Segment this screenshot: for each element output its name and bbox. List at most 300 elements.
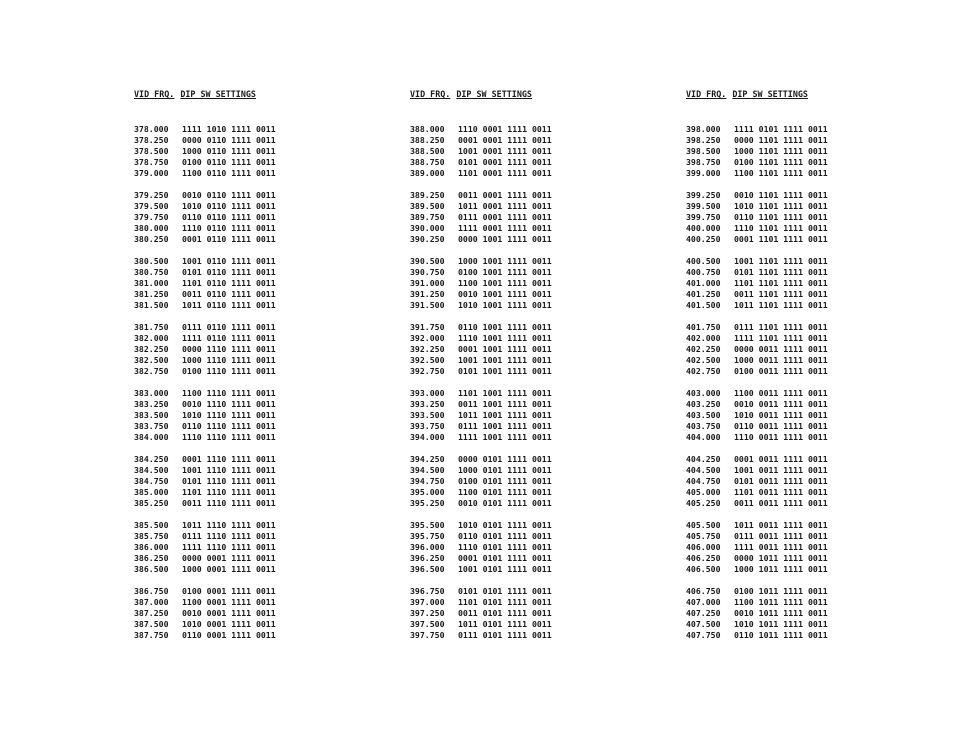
table-row: [410, 366, 650, 377]
table-row: [686, 399, 926, 410]
vid-frequency: 392.750: [410, 366, 445, 376]
vid-frequency: 391.750: [410, 322, 445, 332]
dip-switch-setting: 0110 0110 1111 0011: [182, 212, 276, 222]
dip-switch-setting: 1111 0011 1111 0011: [734, 542, 828, 552]
dip-switch-setting: 0000 1001 1111 0011: [458, 234, 552, 244]
dip-switch-setting: 0101 1001 1111 0011: [458, 366, 552, 376]
row-group: [410, 124, 650, 190]
dip-switch-setting: 1100 1001 1111 0011: [458, 278, 552, 288]
vid-frequency: 389.500: [410, 201, 445, 211]
dip-switch-setting: 1100 0110 1111 0011: [182, 168, 276, 178]
vid-frequency: 381.000: [134, 278, 169, 288]
table-row: [686, 234, 926, 245]
table-row: [134, 223, 374, 234]
dip-switch-setting: 1110 1101 1111 0011: [734, 223, 828, 233]
vid-frequency: 393.000: [410, 388, 445, 398]
dip-switch-setting: 1111 1001 1111 0011: [458, 432, 552, 442]
vid-frequency: 397.750: [410, 630, 445, 640]
row-group: [134, 256, 374, 322]
dip-switch-setting: 1100 1011 1111 0011: [734, 597, 828, 607]
dip-sw-settings-label: DIP SW SETTINGS: [456, 89, 532, 99]
table-row: [134, 201, 374, 212]
table-row: [410, 553, 650, 564]
table-row: [686, 564, 926, 575]
table-row: [686, 586, 926, 597]
vid-frequency: 395.000: [410, 487, 445, 497]
vid-frequency: 403.250: [686, 399, 721, 409]
dip-switch-setting: 1000 1101 1111 0011: [734, 146, 828, 156]
vid-frq-label: VID FRQ.: [686, 89, 727, 99]
table-row: [410, 146, 650, 157]
vid-frequency: 394.000: [410, 432, 445, 442]
row-group: [410, 520, 650, 586]
dip-switch-setting: 1111 1010 1111 0011: [182, 124, 276, 134]
vid-frequency: 403.000: [686, 388, 721, 398]
table-row: [686, 542, 926, 553]
dip-switch-setting: 1100 0001 1111 0011: [182, 597, 276, 607]
table-row: [686, 553, 926, 564]
row-group: [686, 256, 926, 322]
dip-switch-setting: 0011 0101 1111 0011: [458, 608, 552, 618]
dip-switch-setting: 1000 0011 1111 0011: [734, 355, 828, 365]
table-row: [686, 157, 926, 168]
table-row: [134, 619, 374, 630]
row-groups: [410, 124, 650, 652]
table-row: [686, 597, 926, 608]
vid-frequency: 393.500: [410, 410, 445, 420]
dip-switch-setting: 0111 1101 1111 0011: [734, 322, 828, 332]
table-row: [134, 399, 374, 410]
vid-frequency: 384.000: [134, 432, 169, 442]
dip-switch-setting: 1000 0001 1111 0011: [182, 564, 276, 574]
vid-frequency: 406.750: [686, 586, 721, 596]
column-header: [134, 88, 374, 100]
table-row: [686, 278, 926, 289]
vid-frequency: 398.000: [686, 124, 721, 134]
table-row: [686, 300, 926, 311]
dip-switch-setting: 0001 1110 1111 0011: [182, 454, 276, 464]
dip-switch-setting: 1010 1011 1111 0011: [734, 619, 828, 629]
table-row: [134, 212, 374, 223]
dip-switch-setting: 0111 1001 1111 0011: [458, 421, 552, 431]
table-row: [410, 432, 650, 443]
dip-switch-setting: 1010 1110 1111 0011: [182, 410, 276, 420]
vid-frequency: 383.750: [134, 421, 169, 431]
table-row: [410, 157, 650, 168]
vid-frequency: 383.500: [134, 410, 169, 420]
vid-frequency: 382.000: [134, 333, 169, 343]
vid-frequency: 407.750: [686, 630, 721, 640]
vid-frequency: 392.250: [410, 344, 445, 354]
table-row: [134, 124, 374, 135]
vid-frequency: 378.250: [134, 135, 169, 145]
vid-frequency: 388.500: [410, 146, 445, 156]
dip-switch-setting: 0111 0011 1111 0011: [734, 531, 828, 541]
dip-switch-setting: 0000 0011 1111 0011: [734, 344, 828, 354]
dip-switch-setting: 0010 0011 1111 0011: [734, 399, 828, 409]
dip-switch-setting: 1001 0001 1111 0011: [458, 146, 552, 156]
dip-switch-setting: 0011 1001 1111 0011: [458, 399, 552, 409]
row-group: [686, 124, 926, 190]
dip-switch-setting: 1011 0110 1111 0011: [182, 300, 276, 310]
vid-frequency: 390.750: [410, 267, 445, 277]
table-row: [686, 454, 926, 465]
dip-switch-setting: 0001 0011 1111 0011: [734, 454, 828, 464]
table-row: [410, 344, 650, 355]
vid-frequency: 392.000: [410, 333, 445, 343]
dip-switch-setting: 1010 1101 1111 0011: [734, 201, 828, 211]
table-row: [134, 465, 374, 476]
vid-frequency: 402.500: [686, 355, 721, 365]
dip-switch-setting: 1100 1101 1111 0011: [734, 168, 828, 178]
vid-frequency: 391.500: [410, 300, 445, 310]
dip-sw-settings-label: DIP SW SETTINGS: [180, 89, 256, 99]
row-group: [134, 190, 374, 256]
dip-switch-setting: 1100 0011 1111 0011: [734, 388, 828, 398]
table-row: [410, 597, 650, 608]
dip-switch-setting: 0010 0110 1111 0011: [182, 190, 276, 200]
dip-switch-setting: 1011 1001 1111 0011: [458, 410, 552, 420]
table-row: [134, 454, 374, 465]
vid-frequency: 402.750: [686, 366, 721, 376]
table-row: [410, 542, 650, 553]
vid-frequency: 395.750: [410, 531, 445, 541]
vid-frequency: 397.500: [410, 619, 445, 629]
vid-frequency: 398.250: [686, 135, 721, 145]
vid-frequency: 386.500: [134, 564, 169, 574]
table-row: [686, 366, 926, 377]
dip-switch-setting: 0010 1011 1111 0011: [734, 608, 828, 618]
table-row: [134, 256, 374, 267]
vid-frequency: 391.250: [410, 289, 445, 299]
column-header: [686, 88, 926, 100]
vid-frequency: 386.250: [134, 553, 169, 563]
table-row: [686, 498, 926, 509]
table-row: [686, 322, 926, 333]
dip-switch-setting: 0101 0101 1111 0011: [458, 586, 552, 596]
table-column-1: [134, 88, 374, 640]
table-row: [134, 498, 374, 509]
vid-frequency: 384.500: [134, 465, 169, 475]
row-group: [686, 388, 926, 454]
vid-frequency: 387.750: [134, 630, 169, 640]
table-row: [410, 212, 650, 223]
table-row: [686, 168, 926, 179]
dip-switch-setting: 0110 1101 1111 0011: [734, 212, 828, 222]
table-row: [410, 278, 650, 289]
dip-switch-setting: 1001 0101 1111 0011: [458, 564, 552, 574]
dip-switch-setting: 0101 1101 1111 0011: [734, 267, 828, 277]
vid-frequency: 405.000: [686, 487, 721, 497]
vid-frequency: 387.250: [134, 608, 169, 618]
table-row: [686, 388, 926, 399]
vid-frequency: 396.500: [410, 564, 445, 574]
table-row: [134, 597, 374, 608]
vid-frequency: 389.000: [410, 168, 445, 178]
table-row: [134, 553, 374, 564]
dip-switch-setting: 0001 1001 1111 0011: [458, 344, 552, 354]
vid-frequency: 389.750: [410, 212, 445, 222]
vid-frequency: 401.000: [686, 278, 721, 288]
table-row: [134, 355, 374, 366]
dip-switch-setting: 1011 1110 1111 0011: [182, 520, 276, 530]
table-row: [134, 542, 374, 553]
table-row: [410, 476, 650, 487]
vid-frequency: 402.250: [686, 344, 721, 354]
row-group: [686, 190, 926, 256]
dip-switch-setting: 1011 0011 1111 0011: [734, 520, 828, 530]
dip-switch-setting: 0100 0101 1111 0011: [458, 476, 552, 486]
dip-switch-setting: 1110 1001 1111 0011: [458, 333, 552, 343]
dip-switch-setting: 1001 0011 1111 0011: [734, 465, 828, 475]
dip-switch-setting: 1110 0001 1111 0011: [458, 124, 552, 134]
table-row: [410, 520, 650, 531]
table-row: [134, 135, 374, 146]
table-row: [686, 476, 926, 487]
dip-switch-setting: 0111 1110 1111 0011: [182, 531, 276, 541]
vid-frequency: 381.750: [134, 322, 169, 332]
dip-switch-setting: 1110 1110 1111 0011: [182, 432, 276, 442]
dip-switch-setting: 0100 1110 1111 0011: [182, 366, 276, 376]
row-groups: [686, 124, 926, 652]
vid-frequency: 386.750: [134, 586, 169, 596]
dip-switch-setting: 1111 1110 1111 0011: [182, 542, 276, 552]
table-row: [410, 564, 650, 575]
row-group: [686, 586, 926, 652]
vid-frequency: 393.750: [410, 421, 445, 431]
row-group: [410, 586, 650, 652]
row-group: [686, 322, 926, 388]
row-group: [410, 190, 650, 256]
row-group: [134, 520, 374, 586]
table-row: [134, 520, 374, 531]
table-row: [686, 212, 926, 223]
vid-frequency: 399.250: [686, 190, 721, 200]
row-group: [686, 520, 926, 586]
vid-frequency: 399.750: [686, 212, 721, 222]
vid-frequency: 378.750: [134, 157, 169, 167]
table-row: [686, 630, 926, 641]
vid-frequency: 385.750: [134, 531, 169, 541]
dip-switch-setting: 0000 1011 1111 0011: [734, 553, 828, 563]
vid-frequency: 405.750: [686, 531, 721, 541]
vid-frequency: 388.750: [410, 157, 445, 167]
vid-frequency: 380.000: [134, 223, 169, 233]
table-row: [686, 465, 926, 476]
dip-switch-setting: 1000 1011 1111 0011: [734, 564, 828, 574]
vid-frequency: 401.750: [686, 322, 721, 332]
dip-switch-setting: 1000 0110 1111 0011: [182, 146, 276, 156]
vid-frequency: 406.000: [686, 542, 721, 552]
table-row: [686, 201, 926, 212]
dip-switch-setting: 0111 0001 1111 0011: [458, 212, 552, 222]
vid-frq-label: VID FRQ.: [134, 89, 175, 99]
table-row: [410, 267, 650, 278]
table-row: [410, 531, 650, 542]
vid-frequency: 402.000: [686, 333, 721, 343]
table-row: [410, 135, 650, 146]
dip-switch-setting: 1101 0011 1111 0011: [734, 487, 828, 497]
table-row: [134, 234, 374, 245]
vid-frequency: 393.250: [410, 399, 445, 409]
table-row: [686, 146, 926, 157]
table-row: [686, 267, 926, 278]
table-row: [686, 333, 926, 344]
row-group: [410, 388, 650, 454]
dip-switch-setting: 1011 1101 1111 0011: [734, 300, 828, 310]
table-row: [410, 333, 650, 344]
vid-frequency: 407.000: [686, 597, 721, 607]
table-row: [686, 256, 926, 267]
vid-frequency: 379.750: [134, 212, 169, 222]
vid-frequency: 382.500: [134, 355, 169, 365]
dip-switch-setting: 1001 1001 1111 0011: [458, 355, 552, 365]
vid-frequency: 400.750: [686, 267, 721, 277]
vid-frequency: 390.500: [410, 256, 445, 266]
vid-frequency: 396.000: [410, 542, 445, 552]
dip-switch-setting: 1110 0011 1111 0011: [734, 432, 828, 442]
dip-switch-setting: 0011 1101 1111 0011: [734, 289, 828, 299]
vid-frequency: 405.500: [686, 520, 721, 530]
vid-frequency: 395.250: [410, 498, 445, 508]
dip-switch-setting: 0111 0110 1111 0011: [182, 322, 276, 332]
dip-switch-setting: 0011 1110 1111 0011: [182, 498, 276, 508]
row-group: [134, 586, 374, 652]
vid-frequency: 398.500: [686, 146, 721, 156]
table-row: [410, 223, 650, 234]
row-group: [686, 454, 926, 520]
dip-switch-setting: 0101 0110 1111 0011: [182, 267, 276, 277]
table-row: [410, 355, 650, 366]
dip-switch-setting: 1011 0001 1111 0011: [458, 201, 552, 211]
dip-switch-setting: 0000 1110 1111 0011: [182, 344, 276, 354]
dip-switch-setting: 0110 1110 1111 0011: [182, 421, 276, 431]
table-row: [686, 223, 926, 234]
vid-frequency: 385.500: [134, 520, 169, 530]
vid-frequency: 403.750: [686, 421, 721, 431]
dip-switch-setting: 0100 0001 1111 0011: [182, 586, 276, 596]
vid-frequency: 407.250: [686, 608, 721, 618]
table-row: [410, 190, 650, 201]
dip-switch-setting: 0110 1011 1111 0011: [734, 630, 828, 640]
dip-switch-setting: 0010 1001 1111 0011: [458, 289, 552, 299]
dip-sw-settings-label: DIP SW SETTINGS: [732, 89, 808, 99]
table-row: [134, 322, 374, 333]
dip-switch-setting: 0101 1110 1111 0011: [182, 476, 276, 486]
table-row: [134, 344, 374, 355]
dip-switch-setting: 0001 0110 1111 0011: [182, 234, 276, 244]
vid-frq-label: VID FRQ.: [410, 89, 451, 99]
column-header: [410, 88, 650, 100]
dip-switch-setting: 1101 0001 1111 0011: [458, 168, 552, 178]
vid-frequency: 400.500: [686, 256, 721, 266]
dip-switch-setting: 0100 0110 1111 0011: [182, 157, 276, 167]
table-row: [134, 366, 374, 377]
table-row: [686, 608, 926, 619]
table-row: [410, 465, 650, 476]
table-row: [134, 289, 374, 300]
dip-switch-setting: 1010 0011 1111 0011: [734, 410, 828, 420]
dip-switch-setting: 0100 1001 1111 0011: [458, 267, 552, 277]
table-row: [134, 388, 374, 399]
dip-switch-setting: 1111 0001 1111 0011: [458, 223, 552, 233]
vid-frequency: 390.250: [410, 234, 445, 244]
table-row: [410, 168, 650, 179]
dip-switch-setting: 1010 0110 1111 0011: [182, 201, 276, 211]
table-row: [134, 278, 374, 289]
dip-switch-setting: 0000 0001 1111 0011: [182, 553, 276, 563]
vid-frequency: 387.000: [134, 597, 169, 607]
vid-frequency: 405.250: [686, 498, 721, 508]
dip-switch-setting: 1101 0110 1111 0011: [182, 278, 276, 288]
table-row: [686, 355, 926, 366]
table-row: [134, 630, 374, 641]
vid-frequency: 380.750: [134, 267, 169, 277]
dip-switch-setting: 0001 0101 1111 0011: [458, 553, 552, 563]
vid-frequency: 396.250: [410, 553, 445, 563]
dip-switch-setting: 1010 0101 1111 0011: [458, 520, 552, 530]
table-row: [410, 498, 650, 509]
vid-frequency: 404.750: [686, 476, 721, 486]
vid-frequency: 394.250: [410, 454, 445, 464]
table-row: [410, 300, 650, 311]
vid-frequency: 388.250: [410, 135, 445, 145]
dip-switch-setting: 1111 1101 1111 0011: [734, 333, 828, 343]
table-row: [134, 432, 374, 443]
vid-frequency: 394.500: [410, 465, 445, 475]
table-row: [134, 421, 374, 432]
vid-frequency: 399.500: [686, 201, 721, 211]
table-row: [686, 520, 926, 531]
table-row: [134, 168, 374, 179]
vid-frequency: 381.500: [134, 300, 169, 310]
table-row: [134, 333, 374, 344]
table-row: [410, 256, 650, 267]
table-row: [134, 608, 374, 619]
row-group: [410, 256, 650, 322]
vid-frequency: 407.500: [686, 619, 721, 629]
dip-switch-setting: 1010 0001 1111 0011: [182, 619, 276, 629]
table-row: [410, 608, 650, 619]
table-row: [134, 476, 374, 487]
vid-frequency: 406.500: [686, 564, 721, 574]
vid-frequency: 399.000: [686, 168, 721, 178]
row-group: [134, 124, 374, 190]
row-group: [134, 454, 374, 520]
table-row: [686, 619, 926, 630]
row-group: [410, 454, 650, 520]
dip-switch-setting: 1001 1101 1111 0011: [734, 256, 828, 266]
table-row: [686, 289, 926, 300]
dip-switch-setting: 0010 0101 1111 0011: [458, 498, 552, 508]
dip-switch-setting: 1110 0101 1111 0011: [458, 542, 552, 552]
table-row: [410, 487, 650, 498]
vid-frequency: 404.250: [686, 454, 721, 464]
vid-frequency: 397.250: [410, 608, 445, 618]
vid-frequency: 379.250: [134, 190, 169, 200]
table-row: [410, 421, 650, 432]
table-row: [410, 234, 650, 245]
vid-frequency: 388.000: [410, 124, 445, 134]
vid-frequency: 379.500: [134, 201, 169, 211]
table-row: [686, 124, 926, 135]
dip-switch-setting: 0101 0011 1111 0011: [734, 476, 828, 486]
table-row: [410, 322, 650, 333]
table-row: [410, 399, 650, 410]
table-row: [686, 410, 926, 421]
row-group: [134, 322, 374, 388]
dip-switch-setting: 0011 0110 1111 0011: [182, 289, 276, 299]
